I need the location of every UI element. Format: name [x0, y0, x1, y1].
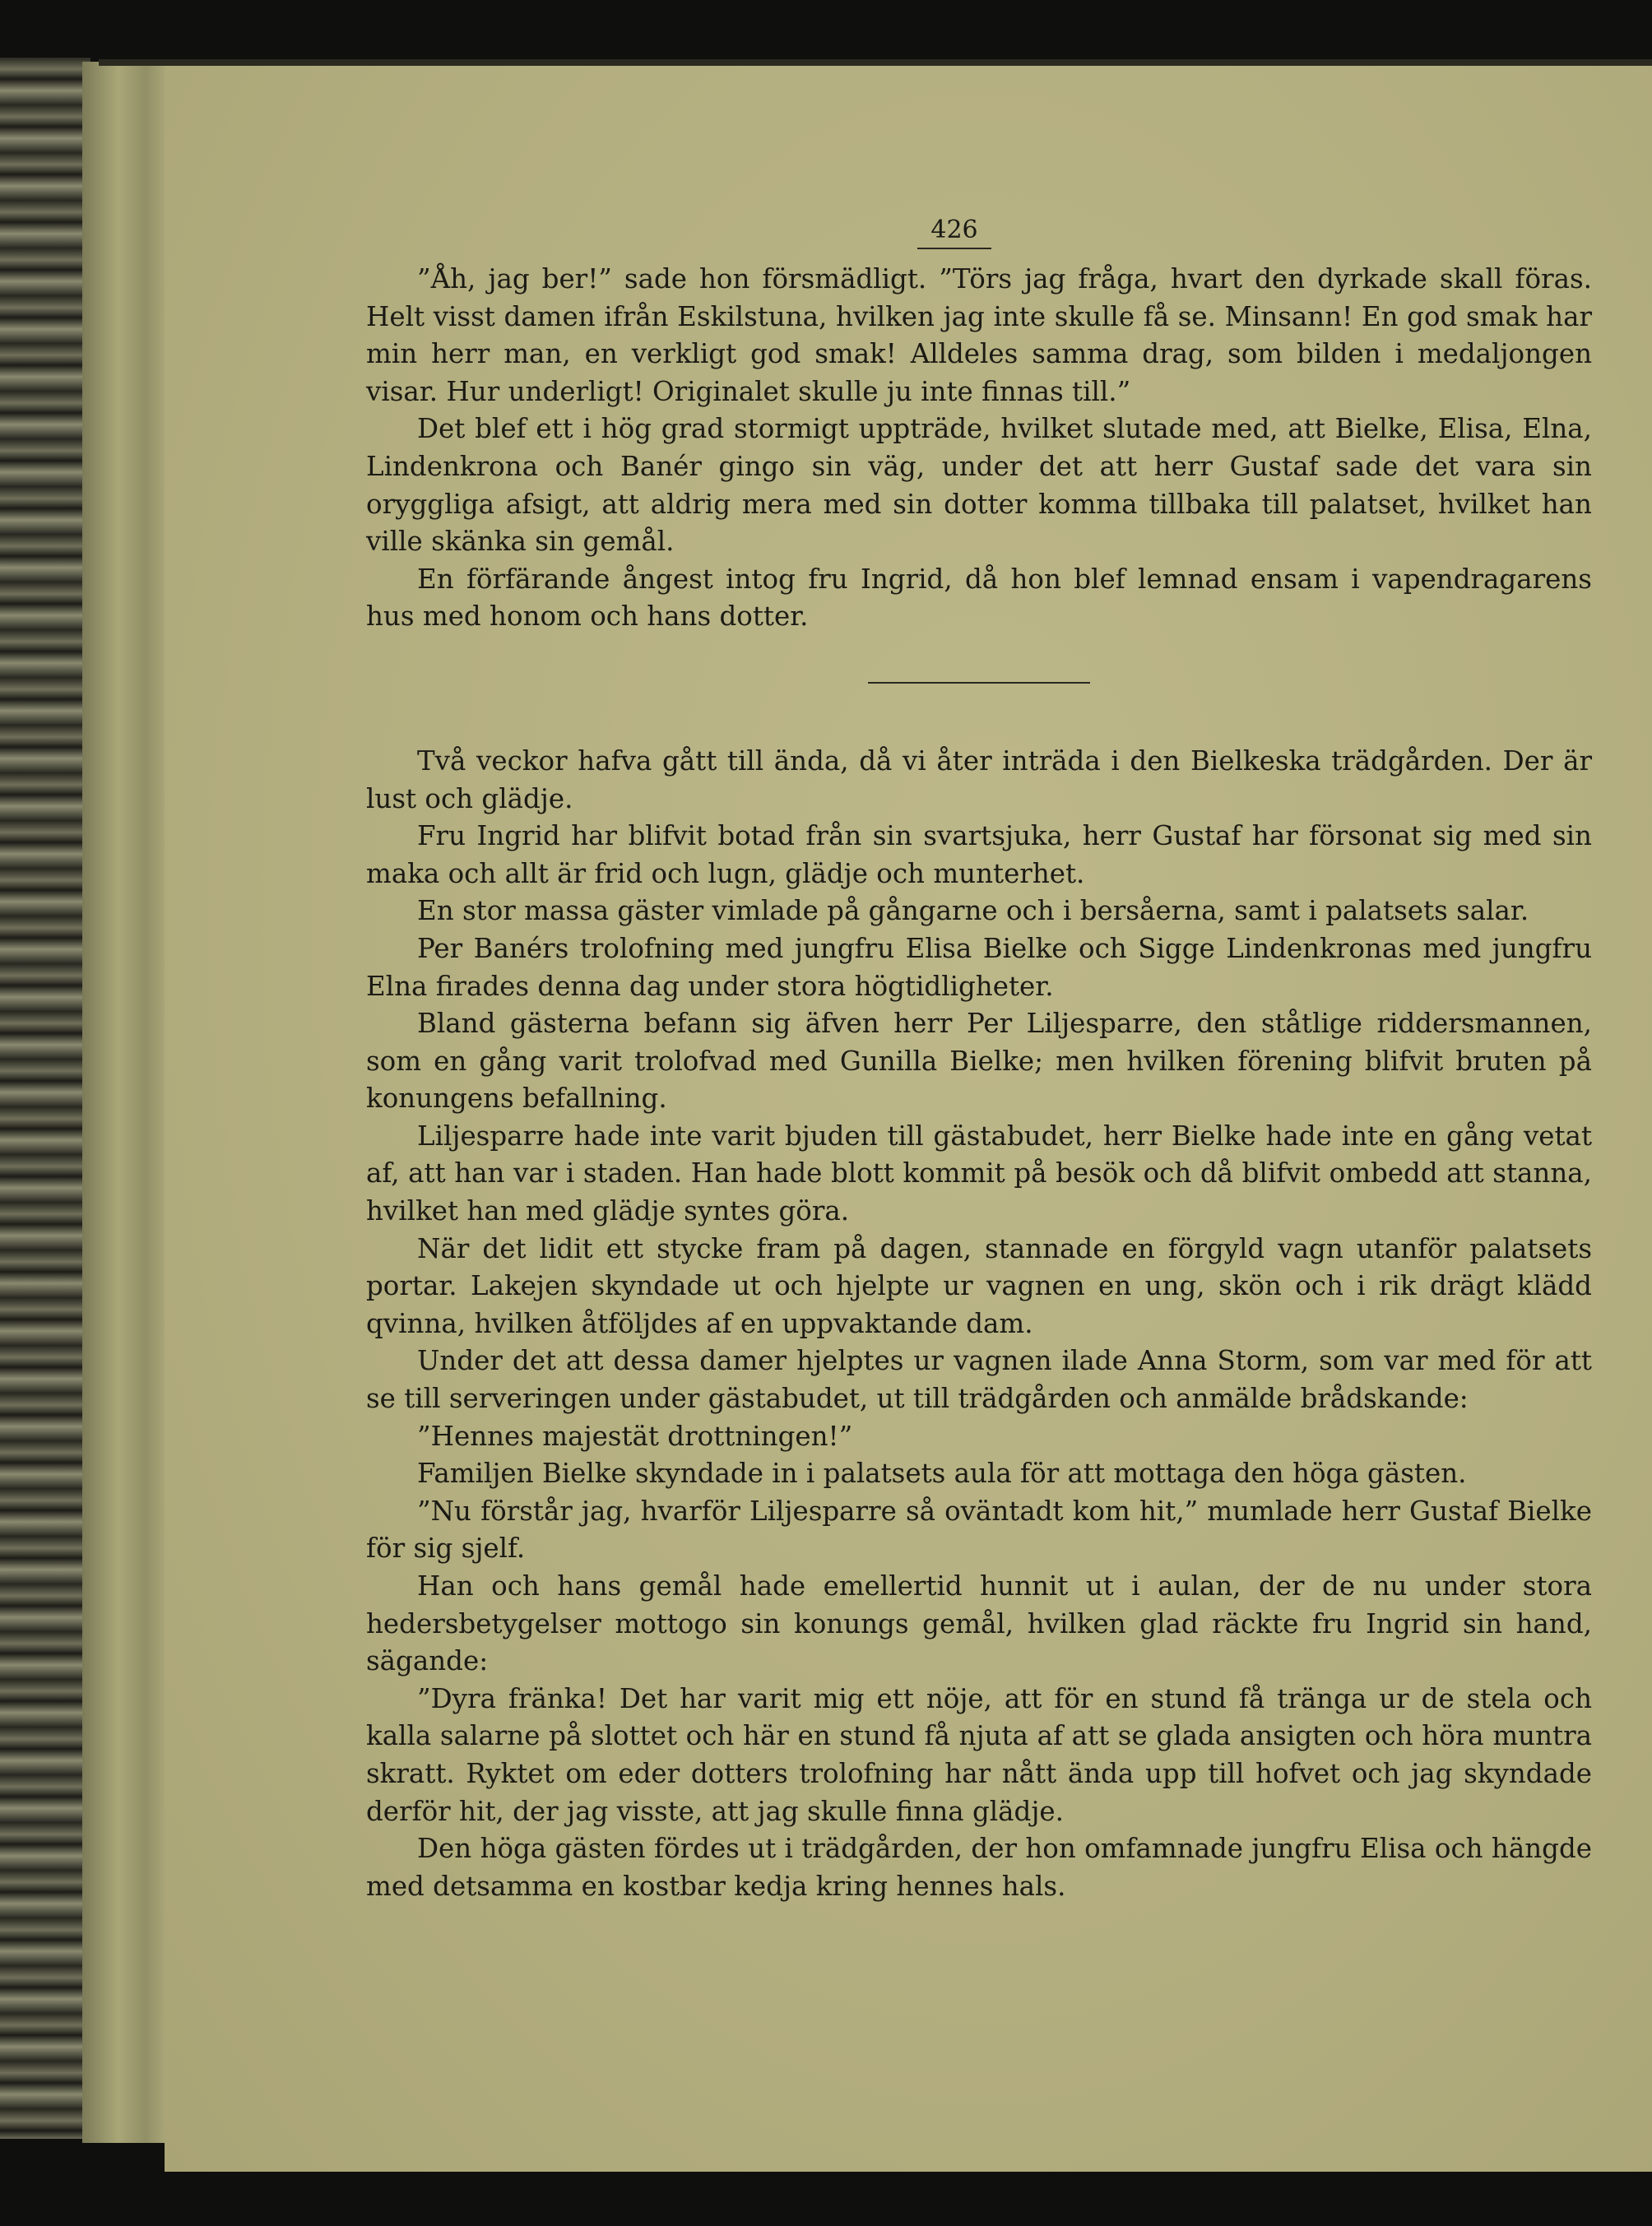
section-one [366, 210, 1592, 636]
paragraph: En förfärande ångest intog fru Ingrid, då hon blef lemnad ensam i vapendragarens hus med honom och hans dotter. [366, 563, 1592, 633]
paragraph: ”Nu förstår jag, hvarför Liljesparre så oväntadt kom hit,” mumlade herr Gustaf Bielke för sig sjelf. [366, 1495, 1592, 1565]
paragraph: En stor massa gäster vimlade på gångarne och i bersåerna, samt i palatsets salar. [417, 895, 1529, 927]
book-spine [0, 58, 90, 2139]
page-number: 426 [917, 216, 991, 249]
paragraph: Liljesparre hade inte varit bjuden till gästabudet, herr Bielke hade inte en gång vetat af, att han var i staden. Han hade blott kommit på besök och då blifvit ombedd att stanna, hvilket han med glädje syntes göra. [366, 1120, 1592, 1227]
paragraph: Bland gästerna befann sig äfven herr Per Liljesparre, den ståtlige riddersmannen, som en gång varit trolofvad med Gunilla Bielke; men hvilken förening blifvit bruten på konungens befallning. [366, 1008, 1592, 1115]
top-edge-shadow [99, 59, 1652, 66]
paragraph: Han och hans gemål hade emellertid hunnit ut i aulan, der de nu under stora hedersbetygelser mottogo sin konungs gemål, hvilken glad räckte fru Ingrid sin hand, sägande: [366, 1570, 1592, 1677]
section-two [366, 743, 1592, 1905]
paragraph: Den höga gästen fördes ut i trädgården, der hon omfamnade jungfru Elisa och hängde med detsamma en kostbar kedja kring hennes hals. [366, 1833, 1592, 1902]
paragraph: Det blef ett i hög grad stormigt uppträde, hvilket slutade med, att Bielke, Elisa, Elna, Lindenkrona och Banér gingo sin väg, under det att herr Gustaf sade det vara sin oryggliga afsigt, att aldrig mera med sin dotter komma tillbaka till palatset, hvilket han ville skänka sin gemål. [366, 413, 1592, 558]
section-divider [868, 682, 1090, 684]
paragraph: ”Hennes majestät drottningen!” [417, 1420, 853, 1452]
paragraph: Familjen Bielke skyndade in i palatsets aula för att mottaga den höga gästen. [417, 1458, 1467, 1490]
paragraph: ”Åh, jag ber!” sade hon försmädligt. ”Törs jag fråga, hvart den dyrkade skall föras. Helt visst damen ifrån Eskilstuna, hvilken jag inte skulle få se. Minsann! En god smak har min herr man, en verkligt god smak! Alldeles samma drag, som bilden i medaljongen visar. Hur underligt! Originalet skulle ju inte finnas till.” [366, 263, 1592, 407]
paragraph: Under det att dessa damer hjelptes ur vagnen ilade Anna Storm, som var med för att se till serveringen under gästabudet, ut till trädgården och anmälde brådskande: [366, 1345, 1592, 1415]
page-edges [82, 62, 173, 2143]
body-text [366, 210, 1592, 1905]
paragraph: Två veckor hafva gått till ända, då vi åter inträda i den Bielkeska trädgården. Der är lust och glädje. [366, 744, 1592, 814]
paragraph: När det lidit ett stycke fram på dagen, stannade en förgyld vagn utanför palatsets portar. Lakejen skyndade ut och hjelpte ur vagnen en ung, skön och i rik drägt klädd qvinna, hvilken åtföljdes af en uppvaktande dam. [366, 1232, 1592, 1339]
paragraph: ”Dyra fränka! Det har varit mig ett nöje, att för en stund få tränga ur de stela och kalla salarne på slottet och här en stund få njuta af att se glada ansigten och höra muntra skratt. Ryktet om eder dotters trolofning har nått ända upp till hofvet och jag skyndade derför hit, der jag visste, att jag skulle finna glädje. [366, 1682, 1592, 1827]
paragraph: Per Banérs trolofning med jungfru Elisa Bielke och Sigge Lindenkronas med jungfru Elna firades denna dag under stora högtidligheter. [366, 932, 1592, 1002]
paragraph: Fru Ingrid har blifvit botad från sin svartsjuka, herr Gustaf har försonat sig med sin maka och allt är frid och lugn, glädje och munterhet. [366, 820, 1592, 889]
